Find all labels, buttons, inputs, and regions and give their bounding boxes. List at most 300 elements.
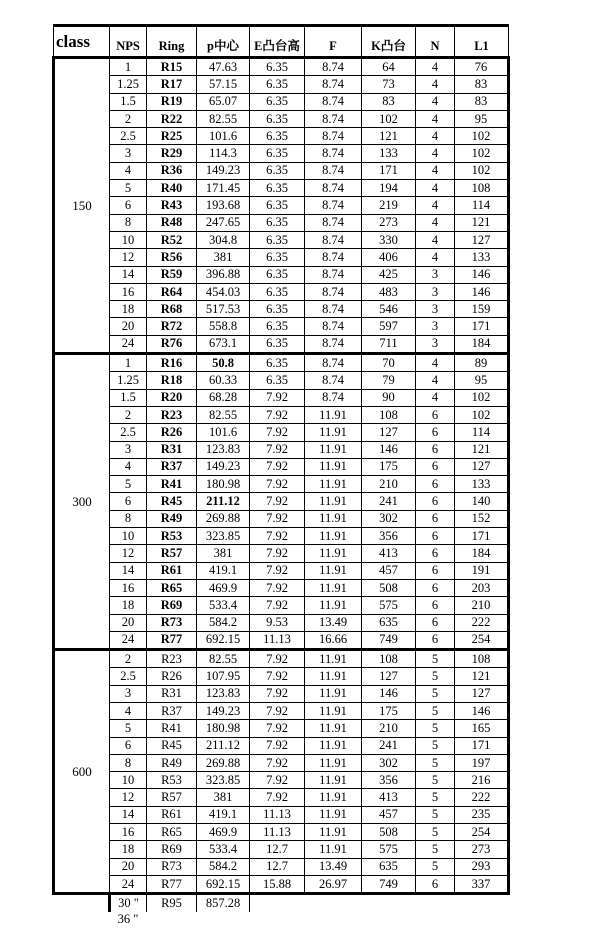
header-l1: L1 (455, 26, 509, 58)
table-row (54, 476, 509, 493)
l1-cell: 140 (455, 493, 509, 510)
l1-cell: 102 (455, 128, 509, 145)
e-cell: 7.92 (250, 772, 305, 789)
ring-cell: R48 (147, 214, 197, 231)
l1-cell: 127 (455, 231, 509, 248)
table-row (54, 58, 509, 76)
p-cell: 381 (197, 545, 250, 562)
e-cell: 7.92 (250, 441, 305, 458)
e-cell: 7.92 (250, 650, 305, 668)
p-cell: 65.07 (197, 93, 250, 110)
p-cell: 584.2 (197, 858, 250, 875)
l1-cell: 171 (455, 737, 509, 754)
nps-cell: 6 (110, 493, 147, 510)
k-cell: 508 (362, 824, 416, 841)
ring-cell: R77 (147, 631, 197, 649)
table-row (54, 389, 509, 406)
p-cell: 82.55 (197, 406, 250, 423)
k-cell: 575 (362, 597, 416, 614)
n-cell: 4 (416, 214, 455, 231)
table-row (54, 318, 509, 335)
l1-cell: 222 (455, 789, 509, 806)
k-cell: 70 (362, 354, 416, 372)
table-row (54, 301, 509, 318)
f-cell: 8.74 (305, 231, 362, 248)
l1-cell: 254 (455, 631, 509, 649)
n-cell: 4 (416, 93, 455, 110)
e-cell: 7.92 (250, 720, 305, 737)
nps-cell: 1.5 (110, 389, 147, 406)
ring-cell: R41 (147, 720, 197, 737)
f-cell: 11.91 (305, 772, 362, 789)
p-cell: 107.95 (197, 668, 250, 685)
k-cell: 171 (362, 162, 416, 179)
table-row (54, 406, 509, 423)
table-row (54, 283, 509, 300)
p-cell: 149.23 (197, 162, 250, 179)
flange-ring-table (52, 24, 510, 928)
nps-cell: 14 (110, 266, 147, 283)
n-cell: 6 (416, 597, 455, 614)
table-row (54, 754, 509, 771)
nps-cell: 18 (110, 597, 147, 614)
k-cell: 635 (362, 858, 416, 875)
nps-cell: 4 (110, 702, 147, 719)
f-cell: 11.91 (305, 528, 362, 545)
f-cell: 11.91 (305, 510, 362, 527)
n-cell: 4 (416, 197, 455, 214)
k-cell: 413 (362, 789, 416, 806)
table-row (54, 668, 509, 685)
n-cell: 4 (416, 389, 455, 406)
n-cell: 5 (416, 806, 455, 823)
k-cell: 711 (362, 335, 416, 353)
n-cell: 5 (416, 789, 455, 806)
header-f: F (305, 26, 362, 58)
ring-cell: R17 (147, 76, 197, 93)
k-cell: 457 (362, 806, 416, 823)
nps-cell: 14 (110, 806, 147, 823)
header-p: p中心 (197, 26, 250, 58)
e-cell: 7.92 (250, 510, 305, 527)
nps-cell: 24 (110, 335, 147, 353)
n-cell: 4 (416, 128, 455, 145)
f-cell: 11.91 (305, 579, 362, 596)
e-cell: 6.35 (250, 335, 305, 353)
table-row (54, 354, 509, 372)
e-cell: 11.13 (250, 631, 305, 649)
nps-cell: 3 (110, 685, 147, 702)
header-n: N (416, 26, 455, 58)
n-cell: 4 (416, 110, 455, 127)
table-row (54, 214, 509, 231)
e-cell: 6.35 (250, 180, 305, 197)
ring-cell: R76 (147, 335, 197, 353)
k-cell: 302 (362, 754, 416, 771)
f-cell: 11.91 (305, 562, 362, 579)
table-row (54, 614, 509, 631)
l1-cell: 222 (455, 614, 509, 631)
ring-cell: R61 (147, 806, 197, 823)
nps-cell: 10 (110, 772, 147, 789)
n-cell: 3 (416, 283, 455, 300)
k-cell: 635 (362, 614, 416, 631)
table-row (54, 128, 509, 145)
f-cell: 8.74 (305, 197, 362, 214)
f-cell: 8.74 (305, 372, 362, 389)
f-cell: 13.49 (305, 614, 362, 631)
nps-cell: 14 (110, 562, 147, 579)
f-cell: 11.91 (305, 806, 362, 823)
table-row (54, 493, 509, 510)
p-cell: 454.03 (197, 283, 250, 300)
l1-cell: 146 (455, 702, 509, 719)
n-cell: 6 (416, 545, 455, 562)
f-cell: 8.74 (305, 76, 362, 93)
ring-cell: R57 (147, 789, 197, 806)
ring-cell: R37 (147, 458, 197, 475)
e-cell: 7.92 (250, 528, 305, 545)
p-cell: 123.83 (197, 441, 250, 458)
p-cell: 180.98 (197, 476, 250, 493)
l1-cell: 254 (455, 824, 509, 841)
n-cell: 5 (416, 858, 455, 875)
ring-cell: R36 (147, 162, 197, 179)
k-cell: 413 (362, 545, 416, 562)
class-cell: 150 (54, 58, 110, 354)
ring-cell: R65 (147, 824, 197, 841)
e-cell: 6.35 (250, 283, 305, 300)
k-cell: 575 (362, 841, 416, 858)
l1-cell: 108 (455, 180, 509, 197)
e-cell: 7.92 (250, 702, 305, 719)
k-cell: 210 (362, 720, 416, 737)
p-cell: 211.12 (197, 737, 250, 754)
f-cell: 26.97 (305, 875, 362, 893)
e-cell: 6.35 (250, 128, 305, 145)
ring-cell: R57 (147, 545, 197, 562)
l1-cell: 95 (455, 110, 509, 127)
table-row (54, 76, 509, 93)
f-cell: 11.91 (305, 493, 362, 510)
p-cell: 247.65 (197, 214, 250, 231)
f-cell: 8.74 (305, 354, 362, 372)
f-cell: 11.91 (305, 737, 362, 754)
n-cell: 6 (416, 631, 455, 649)
table-row (54, 197, 509, 214)
nps-cell: 2 (110, 110, 147, 127)
blank-cell (54, 912, 110, 928)
ring-cell: R40 (147, 180, 197, 197)
table-row (54, 824, 509, 841)
n-cell: 5 (416, 824, 455, 841)
l1-cell: 203 (455, 579, 509, 596)
k-cell: 79 (362, 372, 416, 389)
table-row (54, 858, 509, 875)
table-row (54, 737, 509, 754)
k-cell: 330 (362, 231, 416, 248)
n-cell: 6 (416, 562, 455, 579)
p-cell: 101.6 (197, 424, 250, 441)
n-cell: 3 (416, 301, 455, 318)
n-cell: 5 (416, 737, 455, 754)
p-cell: 101.6 (197, 128, 250, 145)
nps-cell: 2.5 (110, 128, 147, 145)
k-cell: 241 (362, 493, 416, 510)
nps-cell: 10 (110, 528, 147, 545)
e-cell: 6.35 (250, 249, 305, 266)
f-cell: 11.91 (305, 789, 362, 806)
table-row (54, 597, 509, 614)
blank-cell (362, 912, 416, 928)
l1-cell: 216 (455, 772, 509, 789)
nps-cell: 8 (110, 214, 147, 231)
f-cell: 8.74 (305, 318, 362, 335)
n-cell: 4 (416, 58, 455, 76)
f-cell: 8.74 (305, 58, 362, 76)
e-cell: 7.92 (250, 597, 305, 614)
f-cell: 8.74 (305, 180, 362, 197)
p-cell: 123.83 (197, 685, 250, 702)
l1-cell: 159 (455, 301, 509, 318)
ring-cell: R45 (147, 493, 197, 510)
k-cell: 273 (362, 214, 416, 231)
n-cell: 4 (416, 249, 455, 266)
table-row (54, 424, 509, 441)
k-cell: 102 (362, 110, 416, 127)
e-cell: 7.92 (250, 685, 305, 702)
e-cell: 6.35 (250, 354, 305, 372)
ring-cell: R49 (147, 510, 197, 527)
nps-cell: 12 (110, 249, 147, 266)
class-cell: 600 (54, 650, 110, 894)
n-cell: 6 (416, 579, 455, 596)
ring-cell: R61 (147, 562, 197, 579)
l1-cell: 102 (455, 145, 509, 162)
nps-cell: 6 (110, 737, 147, 754)
n-cell: 6 (416, 424, 455, 441)
table-row (54, 110, 509, 127)
nps-cell: 16 (110, 579, 147, 596)
table-row (54, 162, 509, 179)
table-row (54, 631, 509, 649)
f-cell: 11.91 (305, 702, 362, 719)
nps-cell: 3 (110, 145, 147, 162)
f-cell: 11.91 (305, 545, 362, 562)
ring-cell: R26 (147, 424, 197, 441)
table-row (54, 528, 509, 545)
nps-cell: 20 (110, 614, 147, 631)
e-cell: 11.13 (250, 806, 305, 823)
ring-cell: R23 (147, 650, 197, 668)
l1-cell: 171 (455, 318, 509, 335)
n-cell: 6 (416, 510, 455, 527)
table-row (54, 806, 509, 823)
l1-cell: 102 (455, 389, 509, 406)
ring-cell: R19 (147, 93, 197, 110)
ring-cell: R64 (147, 283, 197, 300)
f-cell: 8.74 (305, 301, 362, 318)
n-cell: 6 (416, 406, 455, 423)
e-cell: 6.35 (250, 162, 305, 179)
l1-cell: 102 (455, 406, 509, 423)
k-cell: 133 (362, 145, 416, 162)
nps-cell: 1 (110, 58, 147, 76)
k-cell: 546 (362, 301, 416, 318)
table-row (54, 458, 509, 475)
nps-cell: 1.25 (110, 372, 147, 389)
table-row (54, 685, 509, 702)
ring-cell: R72 (147, 318, 197, 335)
l1-cell: 293 (455, 858, 509, 875)
l1-cell: 114 (455, 197, 509, 214)
p-cell: 323.85 (197, 772, 250, 789)
table-row (54, 145, 509, 162)
f-cell: 11.91 (305, 720, 362, 737)
extra-p-cell (197, 912, 250, 928)
f-cell: 11.91 (305, 824, 362, 841)
e-cell: 7.92 (250, 493, 305, 510)
f-cell: 11.91 (305, 754, 362, 771)
nps-cell: 20 (110, 318, 147, 335)
p-cell: 304.8 (197, 231, 250, 248)
nps-cell: 18 (110, 301, 147, 318)
ring-cell: R16 (147, 354, 197, 372)
k-cell: 302 (362, 510, 416, 527)
nps-cell: 1.5 (110, 93, 147, 110)
e-cell: 11.13 (250, 824, 305, 841)
p-cell: 47.63 (197, 58, 250, 76)
n-cell: 5 (416, 772, 455, 789)
l1-cell: 273 (455, 841, 509, 858)
table-row (54, 231, 509, 248)
e-cell: 7.92 (250, 737, 305, 754)
ring-cell: R37 (147, 702, 197, 719)
table-row (54, 510, 509, 527)
n-cell: 4 (416, 145, 455, 162)
n-cell: 5 (416, 668, 455, 685)
table-row (54, 875, 509, 893)
n-cell: 6 (416, 528, 455, 545)
k-cell: 127 (362, 668, 416, 685)
l1-cell: 210 (455, 597, 509, 614)
e-cell: 7.92 (250, 545, 305, 562)
ring-cell: R31 (147, 685, 197, 702)
ring-cell: R25 (147, 128, 197, 145)
table-row (54, 579, 509, 596)
header-nps: NPS (110, 26, 147, 58)
ring-cell: R77 (147, 875, 197, 893)
e-cell: 6.35 (250, 318, 305, 335)
k-cell: 175 (362, 702, 416, 719)
nps-cell: 3 (110, 441, 147, 458)
extra-ring-cell: R95 (147, 894, 197, 912)
ring-cell: R41 (147, 476, 197, 493)
nps-cell: 8 (110, 754, 147, 771)
p-cell: 57.15 (197, 76, 250, 93)
p-cell: 50.8 (197, 354, 250, 372)
nps-cell: 1 (110, 354, 147, 372)
p-cell: 517.53 (197, 301, 250, 318)
nps-cell: 4 (110, 458, 147, 475)
nps-cell: 5 (110, 180, 147, 197)
k-cell: 425 (362, 266, 416, 283)
f-cell: 8.74 (305, 93, 362, 110)
nps-cell: 8 (110, 510, 147, 527)
f-cell: 8.74 (305, 162, 362, 179)
p-cell: 149.23 (197, 702, 250, 719)
e-cell: 6.35 (250, 231, 305, 248)
table-row (54, 789, 509, 806)
p-cell: 469.9 (197, 824, 250, 841)
e-cell: 6.35 (250, 58, 305, 76)
extra-nps-cell: 30 " (110, 894, 147, 912)
l1-cell: 337 (455, 875, 509, 893)
l1-cell: 121 (455, 214, 509, 231)
l1-cell: 83 (455, 93, 509, 110)
e-cell: 6.35 (250, 214, 305, 231)
e-cell: 6.35 (250, 93, 305, 110)
f-cell: 8.74 (305, 283, 362, 300)
e-cell: 7.92 (250, 789, 305, 806)
e-cell: 15.88 (250, 875, 305, 893)
e-cell: 7.92 (250, 406, 305, 423)
l1-cell: 127 (455, 685, 509, 702)
class-cell: 300 (54, 354, 110, 650)
header-row (54, 26, 509, 58)
table-body (54, 58, 509, 928)
p-cell: 269.88 (197, 510, 250, 527)
p-cell: 673.1 (197, 335, 250, 353)
f-cell: 11.91 (305, 841, 362, 858)
f-cell: 8.74 (305, 389, 362, 406)
l1-cell: 171 (455, 528, 509, 545)
p-cell: 469.9 (197, 579, 250, 596)
n-cell: 3 (416, 318, 455, 335)
f-cell: 8.74 (305, 128, 362, 145)
blank-cell (54, 894, 110, 912)
nps-cell: 12 (110, 789, 147, 806)
k-cell: 483 (362, 283, 416, 300)
extra-nps-cell: 36 " (117, 912, 139, 927)
ring-cell: R49 (147, 754, 197, 771)
nps-cell: 16 (110, 824, 147, 841)
l1-cell: 95 (455, 372, 509, 389)
nps-cell: 24 (110, 631, 147, 649)
e-cell: 7.92 (250, 754, 305, 771)
f-cell: 8.74 (305, 249, 362, 266)
n-cell: 3 (416, 266, 455, 283)
f-cell: 8.74 (305, 335, 362, 353)
ring-cell: R15 (147, 58, 197, 76)
nps-cell: 5 (110, 476, 147, 493)
ring-cell: R59 (147, 266, 197, 283)
k-cell: 219 (362, 197, 416, 214)
e-cell: 6.35 (250, 76, 305, 93)
l1-cell: 121 (455, 441, 509, 458)
extra-ring-cell (147, 912, 197, 928)
e-cell: 6.35 (250, 372, 305, 389)
l1-cell: 108 (455, 650, 509, 668)
blank-cell (305, 912, 362, 928)
l1-cell: 127 (455, 458, 509, 475)
l1-cell: 83 (455, 76, 509, 93)
k-cell: 194 (362, 180, 416, 197)
n-cell: 4 (416, 354, 455, 372)
extra-p-cell: 857.28 (197, 894, 250, 912)
p-cell: 381 (197, 789, 250, 806)
ring-cell: R31 (147, 441, 197, 458)
